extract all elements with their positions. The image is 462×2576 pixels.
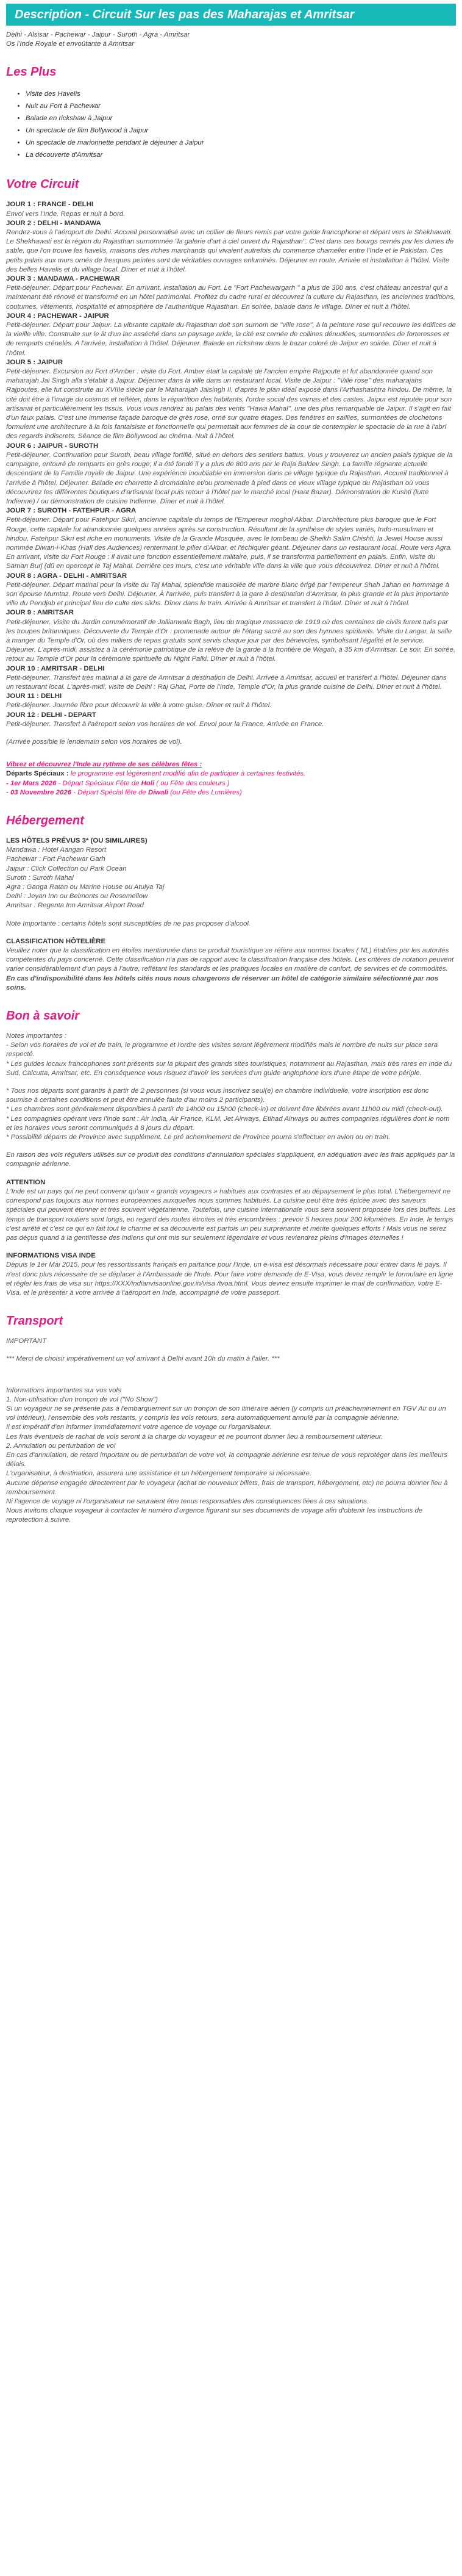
day-text: Petit-déjeuner. Transfert très matinal à la gare de Amritsar à destination de Delhi. Arrivée à Amritsar, accueil et transfert à l'hôtel. Déjeuner dans un restaurant local. L'après-midi, visite de Delhi : Raj Ghat, Porte de l'Inde, Temple d'Or, la plus grande cuisine de Delhi. Dîner et nuit à l'hôtel. [6,674,447,691]
day-title: JOUR 12 : DELHI - DEPART [6,711,96,719]
day-block [6,275,456,312]
flight-info-list [6,1395,456,1525]
day-text: Petit-déjeuner. Journée libre pour découvrir la ville à votre guise. Dîner et nuit à l'hôtel. [6,702,272,710]
flight-info-item: Ni l'agence de voyage ni l'organisateur ne sauraient être tenus responsables des conséquences liées à ces situations. [6,1497,369,1505]
note-item: * Les chambres sont généralement disponibles à partir de 14h00 ou 15h00 (check-in) et doivent être libérées avant 11h00 ou midi (check-out). [6,1106,443,1114]
classification-heading: CLASSIFICATION HÔTELIÈRE [6,937,106,945]
flight-info-item: Si un voyageur ne se présente pas à l'embarquement sur un tronçon de son itinéraire aérien (y compris un préacheminement en TGV Air ou un vol intérieur), l'ensemble des vols restants, y compris les vols retours, sera automatiquement annulé par la compagnie aérienne. [6,1405,446,1422]
day-text: Petit-déjeuner. Transfert à l'aéroport selon vos horaires de vol. Envol pour la France. Arrivée en France. [6,720,324,728]
plus-item: • Un spectacle de film Bollywood à Jaipur [26,124,456,137]
attention-text: L'Inde est un pays qui ne peut convenir qu'aux « grands voyageurs » habitués aux contrastes et au dépaysement le plus total. L'hébergement ne correspond pas toujours aux normes européennes auxquelles nous sommes habitués. La cuisine peut être très épicée avec des saveurs spéciales qui peuvent étonner et très souvent végétarienne. Toutefois, une cuisine internationale vous sera souvent proposée lors des buffets. Les temps de transport routiers sont longs, eu regard des routes étroites et très encombrées : prévoir 5 heures pour 200 kilomètres. En Inde, le temps c'est arrêté et c'est ce qui en fait tout le charme et sa découverte est parfois un peu surprenante et mérite quelques efforts ! Mais vous ne serez pas déçus quand à la gentillesse des indiens qui ont mis sur seulement légendaire et vous reviendrez pleins d'images éternelles ! [6,1187,456,1242]
festival-suffix: ( ou Fête des couleurs ) [154,779,230,787]
flight-info-item: 2. Annulation ou perturbation de vol [6,1442,116,1450]
transport-notice: *** Merci de choisir impérativement un vol arrivant à Delhi avant 10h du matin à l'aller. *** [6,1355,280,1363]
transport-heading: Transport [6,1314,63,1328]
day-block [6,711,456,729]
festival-label: - Départ Spécial fête de [71,788,149,796]
day-title: JOUR 1 : FRANCE - DELHI [6,201,94,209]
day-block [6,358,456,442]
hotel-item: Agra : Ganga Ratan ou Marine House ou Atulya Taj [6,883,165,891]
day-text: Envol vers l'Inde. Repas et nuit à bord. [6,210,126,218]
hotel-item: Mandawa : Hotel Aangan Resort [6,846,107,854]
day-title: JOUR 3 : MANDAWA - PACHEWAR [6,275,120,283]
hotel-item: Amritsar : Regenta Inn Amritsar Airport Road [6,902,144,910]
day-text: Petit-déjeuner. Départ matinal pour la visite du Taj Mahal, splendide mausolée de marbre blanc érigé par l'empereur Shah Jahan en hommage à son épouse Mumtaz. Route vers Delhi. Déjeuner. À l'arrivée, puis transfert à la gare à destination d'Amritsar, la plus grande et la plus importante ville du Pendjab et principal lieu de culte des sikhs. Dîner dans le train. Arrivée à Amritsar et transfert à l'hôtel. Dîner et nuit à l'hôtel. [6,581,449,608]
flight-info-item: Il est impératif d'en informer immédiatement votre agence de voyage ou l'organisateur. [6,1423,272,1431]
hotels-note: Note Importante : certains hôtels sont susceptibles de ne pas proposer d'alcool. [6,919,251,927]
plus-item: • Un spectacle de marionnette pendant le déjeuner à Jaipur [26,137,456,149]
day-block [6,572,456,609]
flight-info-title: Informations importantes sur vos vols [6,1386,121,1394]
hebergement-heading: Hébergement [6,814,84,827]
festival-label: - Départ Spéciaux Fête de [56,779,141,787]
notes-list [6,1041,456,1169]
note-item: * Tous nos départs sont garantis à partir de 2 personnes (si vous vous inscrivez seul(e) en chambre individuelle, votre inscription est donc soumise à certaines conditions et peut être annulée faute d'au moins 2 participants). [6,1087,429,1104]
departs-label: Départs Spéciaux : [6,770,69,778]
day-title: JOUR 4 : PACHEWAR - JAIPUR [6,312,109,320]
note-item: * Possibilité départs de Province avec supplément. Le pré acheminement de Province pourra s'effectuer en avion ou en train. [6,1134,391,1142]
flight-info-item: Nous invitons chaque voyageur à contacter le numéro d'urgence figurant sur ses documents de voyage afin d'obtenir les instructions de reprotection à suivre. [6,1507,423,1524]
day-text: Petit-déjeuner. Départ pour Jaipur. La vibrante capitale du Rajasthan doit son surnom de "ville rose", à la peinture rose qui recouvre les édifices de la vieille ville. Construite sur le lit d'un lac asséché dans un paysage aride, la cité est cernée de collines dénudées, surmontées de forteresses et de remparts crénelés. A l'arrivée, installation à l'hôtel. Déjeuner. Balade en rickshaw dans le bazar coloré de Jaipur en soirée. Dîner et nuit à l'hôtel. [6,322,456,357]
day-block [6,200,456,218]
day-block [6,608,456,664]
hotels-list [6,846,456,910]
day-title: JOUR 11 : DELHI [6,693,62,700]
festival-name: Diwali [148,788,168,796]
festival-suffix: (ou Fête des Lumières) [168,788,242,796]
day-block [6,442,456,506]
plus-item: • Nuit au Fort à Pachewar [26,100,456,112]
note-item: En raison des vols réguliers utilisés sur ce produit des conditions d'annulation spéciales s'appliquent, en adéquation avec les frais appliqués par la compagnie aérienne. [6,1151,455,1168]
day-text: Petit-déjeuner. Continuation pour Suroth, beau village fortifié, situé en dehors des sentiers battus. Vous y trouverez un ancien palais typique de la campagne, entouré de remparts en grès rouge; il a été fondé il y a plus de 800 ans par le Raja Baldev Singh. La famille régnante actuelle descendant de la Famille royale de Jaipur. Une expérience inoubliable en immersion dans ce village typique du Rajasthan. Accueil traditionnel à l'arrivée à l'hôtel. Déjeuner. Balade en charrette à dromadaire et/ou promenade à pied dans ce vieux village typique du Rajasthan où vous découvrirez les différentes boutiques d'artisanat local puis retour à l'hôtel par le marché local (Haat Bazar). Démonstration de Kushti (lutte Indienne) / ou démonstration de cuisine Indienne. Dîner et nuit à l'hôtel. [6,451,453,505]
flight-info-item: L'organisateur, à destination, assurera une assistance et un hébergement temporaire si nécessaire. [6,1470,312,1478]
day-title: JOUR 2 : DELHI - MANDAWA [6,219,101,227]
day-title: JOUR 6 : JAIPUR - SUROTH [6,442,99,450]
day-block [6,664,456,693]
note-item: * Les guides locaux francophones sont présents sur la plupart des grands sites touristiques, notamment au Rajasthan, mais très rares en Inde du Sud, Calcutta, Amritsar, etc. En conséquence vous risquez d'avoir les services d'un guide anglophone lors d'une étape de votre périple. [6,1060,452,1077]
day-text: Petit-déjeuner. Excursion au Fort d'Amber : visite du Fort. Amber était la capitale de l'ancien empire Rajpoute et fut abandonnée quand son maharajah Jai Singh alla s'établir à Jaipur. Déjeuner dans la ville dans un restaurant local. Visite de Jaipur : "Ville rose" des maharajahs Rajpoutes, elle fut construite au XVIIIe siècle par le Maharajah Jaisingh II, d'après le plan idéal exposé dans l'Arthashashtra hindou. De même, la cité doit être à l'image du cosmos et refléter, dans la répartition des habitants, l'ordre social des varnas et des castes. Jaipur est réputée pour son artisanat et particulièrement les tissus. Vous vous rendrez au palais des vents "Hawa Mahal", une des plus remarquable de Jaipur. Il s'agit en fait d'un faux palais. C'est une immense façade baroque de grès rose, orné sur quatre étages. Des fenêtres en saillies, surmontées de clochetons formulent une architecture à la fois fantaisiste et fonctionnelle qui permettait aux femmes de la cour de contempler le spectacle de la rue à l'abri des regards indiscrets. Séance de film Bollywood au cinéma. Nuit à l'hôtel. [6,368,452,441]
plus-heading: Les Plus [6,65,57,79]
hotels-subheading: LES HÔTELS PRÉVUS 3* (OU SIMILAIRES) [6,837,147,844]
plus-item: • Visite des Havelis [26,88,456,100]
transport-important: IMPORTANT [6,1337,47,1345]
hotel-item: Pachewar : Fort Pachewar Garh [6,855,105,863]
day-title: JOUR 5 : JAIPUR [6,358,63,366]
intro-route: Delhi - Alsisar - Pachewar - Jaipur - Suroth - Agra - Amritsar [6,31,190,38]
festival-date-row [6,788,456,797]
day-text: Petit-déjeuner. Visite du Jardin commémoratif de Jallianwala Bagh, lieu du tragique massacre de 1919 où des centaines de civils furent tués par les troupes britanniques. Découverte du Temple d'Or : promenade autour de l'étang sacré au son des hymnes spirituels. Visite du Langar, la salle à manger du Temple d'Or, où des milliers de repas gratuits sont servis chaque jour par des bénévoles, symbolisant l'égalité et le service. Déjeuner. L'après-midi, assistez à la cérémonie patriotique de la relève de la garde à la frontière de Wagah, à 35 km d'Amritsar. Le soir, En soirée, retour au Temple d'Or pour la cérémonie spirituelle du Night Palki. Dîner et nuit à l'hôtel. [6,618,456,663]
classification-warning: En cas d'indisponibilité dans les hôtels cités nous nous chargerons de réserver un hôtel de catégorie similaire sélectionné par nos soins. [6,974,439,991]
day-text: Petit-déjeuner. Départ pour Pachewar. En arrivant, installation au Fort. Le "Fort Pachewargarh " a plus de 300 ans, c'est château ancestral qui a maintenant été rénové et transformé en un hôtel patrimonial. Profitez du cadre rural et découvrez la culture du Rajasthan, les anciennes traditions, coutumes, vêtements, hospitalité et atmosphère de l'authentique Rajasthan. En soirée, balade dans le village. Dîner et nuit à l'hôtel. [6,284,456,311]
festival-name: Holi [141,779,155,787]
hotel-item: Delhi : Jeyan Inn ou Belmonts ou Rosemellow [6,893,148,901]
day-block [6,312,456,358]
plus-item: • La découverte d'Amritsar [26,149,456,161]
day-title: JOUR 8 : AGRA - DELHI - AMRITSAR [6,572,127,580]
flight-info-item: 1. Non-utilisation d'un tronçon de vol ("No Show") [6,1395,158,1403]
circuit-days [6,200,456,729]
festival-date-row [6,779,456,788]
festival-date: - 1er Mars 2026 [6,779,57,787]
note-item: - Selon vos horaires de vol et de train, le programme et l'ordre des visites seront légèrement modifiés mais le nombre de nuits sur place sera respecté. [6,1042,438,1059]
day-title: JOUR 7 : SUROTH - FATEHPUR - AGRA [6,507,137,515]
arrival-note: (Arrivée possible le lendemain selon vos horaires de vol). [6,738,182,746]
hotel-item: Jaipur : Click Collection ou Park Ocean [6,865,127,872]
notes-title: Notes importantes : [6,1032,66,1040]
classification-text: Veuillez noter que la classification en étoiles mentionnée dans ce produit touristique se réfère aux normes locales ( NL) établies par les autorités compétentes du pays concerné. Cette classification n'a pas de rapport avec la classification française des hôtels. Les critères de notation peuvent varier considérablement d'un pays à l'autre, reflétant les standards et les pratiques locales en matière de confort, de services et de commodités. [6,947,454,973]
page-title: Description - Circuit Sur les pas des Maharajas et Amritsar [6,4,456,26]
departs-text: le programme est légèrement modifié afin de participer à certaines festivités. [68,770,306,778]
day-block [6,219,456,275]
note-item: * Les compagnies opérant vers l'Inde sont : Air India, Air France, KLM, Jet Airways, Etihad Airways ou autres compagnies régulières dont le nom et les horaires vous seront communiqués à 8 jours du départ. [6,1115,450,1132]
flight-info-item: Les frais éventuels de rachat de vols seront à la charge du voyageur et ne pourront donner lieu à remboursement ultérieur. [6,1433,383,1441]
plus-item: • Balade en rickshaw à Jaipur [26,112,456,124]
circuit-heading: Votre Circuit [6,178,79,192]
attention-title: ATTENTION [6,1178,46,1186]
day-title: JOUR 9 : AMRITSAR [6,609,74,617]
page [0,4,462,1525]
flight-info-item: Aucune dépense engagée directement par le voyageur (achat de nouveaux billets, frais de transport, hébergement, etc) ne pourra donner lieu à remboursement. [6,1479,448,1496]
plus-list [6,88,456,161]
hotel-item: Suroth : Suroth Mahal [6,874,74,882]
day-block [6,506,456,571]
day-block [6,692,456,710]
festivals-departs [6,769,456,779]
visa-title: INFORMATIONS VISA INDE [6,1252,96,1260]
visa-text: Depuis le 1er Mai 2015, pour les ressortissants français en partance pour l'Inde, un e-visa est désormais nécessaire pour entrer dans le pays. Il n'est donc plus nécessaire de se déplacer à l'Ambassade de l'Inde. Pour faire votre demande de E-Visa, vous devez remplir le formulaire en ligne et régler les frais de visa sur https://XXX/indianvisaonline.gov.in/visa /tvoa.html. Vous devrez ensuite imprimer le mail de confirmation, votre E-Visa, et le présenter à votre arrivée à l'aéroport en Inde, accompagné de votre passeport. [6,1261,453,1297]
bonsavoir-heading: Bon à savoir [6,1009,80,1023]
day-text: Petit-déjeuner. Départ pour Fatehpur Sikri, ancienne capitale du temps de l'Empereur moghol Akbar. D'architecture plus baroque que le Fort Rouge, cette capitale fut abandonnée quelques années après sa construction. Résultant de la synthèse de styles variés, Indo-musulman et hindou, Fatehpur Sikri est riche en monuments. Visite de la Grande Mosquée, avec le tombeau de Sheikh Salim Chishti, la Jewel House aussi nommée Diwan-i-Khas (Hall des Audiences) rentermant le pilier d'Akbar, et l'échiquier géant. Déjeuner dans un restaurant local. Route vers Agra. En arrivant, visite du Fort Rouge : il avait une fonction essentiellement militaire, puis, il se transforma partiellement en palais. Enfin, visite du Saman Burj (dû en opercept le Taj Mahal. Derrière ces murs, c'est une véritable ville dans la ville que vous découvrirez. Dîner et nuit à l'hôtel. [6,516,452,570]
festivals-heading: Vibrez et découvrez l'Inde au rythme de ses célèbres fêtes : [6,761,202,769]
intro [6,31,456,49]
festival-date: - 03 Novembre 2026 [6,788,72,796]
day-title: JOUR 10 : AMRITSAR - DELHI [6,664,105,672]
day-text: Rendez-vous à l'aéroport de Delhi. Accueil personnalisé avec un collier de fleurs remis par votre guide francophone et départ vers le Shekhawati. Le Shekhawati est la région du Rajasthan surnommée "la galerie d'art à ciel ouvert du Rajasthan". C'est dans ces bourgs cernés par les dunes de sable, que l'on trouve les havelis, maisons des riches marchands qui vivaient autrefois du commerce chamelier entre l'Inde et le Pakistan. Ces petits palais aux murs ornés de fresques peintes sont de véritables ouvrages enluminés. Déjeuner en route. Arrivée et installation à l'hôtel. Visite des belles Havelis et du village local. Dîner et nuit à l'hôtel. [6,229,454,273]
intro-tagline: Os l'Inde Royale et envoûtante à Amritsar [6,40,135,48]
flight-info-item: En cas d'annulation, de retard important ou de perturbation de votre vol, la compagnie aérienne est tenue de vous reprotéger dans les meilleurs délais. [6,1451,448,1469]
